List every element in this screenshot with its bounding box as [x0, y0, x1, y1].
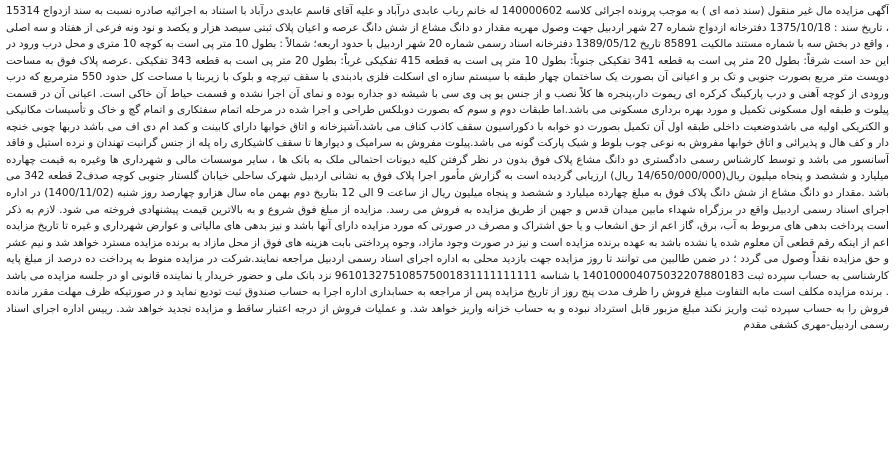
auction-notice	[6, 3, 889, 449]
notice-body-text: آگهی مزایده مال غیر منقول (سند ذمه ای ) به موجب پرونده اجرائی کلاسه 140000602 له خانم رباب عابدی درآباد و علیه آقای قاسم عابدی درآباد با استناد به اجرائیه صادره نسبت به سند ازدواج 15314 ، تاریخ سند : 1375/10/18 دفترخانه ازدواج شماره 27 شهر اردبیل جهت وصول مهریه مقدار دو دانگ مشاع از شش دانگ عرصه و اعیان پلاک ثبتی سیصد هزار و یکصد و نود ونه فرعی از هفتاد و سه اصلی ، واقع در بخش سه با شماره مستند مالکیت 85891 تاریخ 1389/05/12 دفترخانه اسناد رسمی شماره 20 شهر اردبیل با حدود اربعه؛ شمالاً : بطول 10 متر پی است به کوچه 10 متری و محل درب ورود در این حد است شرقاً: بطول 20 متر پی است به قطعه 341 تفکیکی جنوباً: بطول 10 متر پی است به قطعه 415 تفکیکی غرباً: بطول 20 متر پی است به قطعه 343 تفکیکی .عرصه پلاک فوق به مساحت دویست متر مربع بصورت جنوبی و تک بر و اعیانی آن بصورت یک ساختمان چهار طبقه با سیستم سازه ای اسکلت فلزی بادبندی با سقف تیرچه و بلوک با زیربنا با مساحت کل حدود 550 مترمربع که درب ورودی از کوچه آهنی و درب پارکینگ کرکره ای ریموت دار،پنجره ها کلاً نصب و از جنس یو پی وی سی با شیشه دو جداره بوده و نمای آن اجرا نشده و قسمت حیاط آن خاکی است. اعیانی آن در قسمت پیلوت و طبقه اول مسکونی تکمیل و مورد بهره برداری مسکونی می باشد.اما طبقات دوم و سوم که بصورت دوبلکس طراحی و اجرا شده در مرحله اتمام سفتکاری و اتمام گچ و خاک و تأسیسات مکانیکی و الکتریکی اولیه می باشدوضعیت داخلی طبقه اول آن تکمیل بصورت دو خوابه با دکوراسیون سقف کاذب کناف می باشد،آشپزخانه و اتاق خوابها دارای کابینت و کمد ام دی اف می باشد دربها چوبی خنچه دار و کف هال و پذیرائی و اتاق خوابها مفروش به نوعی چوب بلوط و شیک پارکت گونه می باشد.پیلوت مفروش به سرامیک و دیوارها تا سقف کاشیکاری راه پله از جنس گرانیت تهندان و نرده استیل و فاقد آسانسور می باشد و توسط کارشناس رسمی دادگستری دو دانگ مشاع پلاک فوق بدون در نظر گرفتن کلیه دیونات احتمالی ملک به بانک ها ، سایر موسسات مالی و شهرداری ها وغیره به قیمت چهارده میلیارد و ششصد و پنجاه میلیون ریال(14/650/000/000 ریال) ارزیابی گردیده است به گزارش مأمور اجرا پلاک فوق به نشانی اردبیل شهرک ساحلی خیابان گلستار جنوبی کوچه صدف2 قطعه 342 می باشد .مقدار دو دانگ مشاع از شش دانگ پلاک فوق به مبلغ چهارده میلیارد و ششصد و پنجاه میلیون ریال از ساعت 9 الی 12 بتاریخ دوم بهمن ماه سال هزارو چهارصد روز شنبه (1400/11/02) در اداره اجرای اسناد رسمی اردبیل واقع در برزگراه شهداء مابین میدان قدس و جهین از طریق مزایده به فروش می رسد. مزایده از مبلغ فوق شروع و به بالاترین قیمت پیشنهادی فروخته می شود. لازم به ذکر است پرداخت بدهی های مربوط به آب، برق، گاز اعم از حق انشعاب و یا حق اشتراک و مصرف در صورتی که مورد مزایده دارای آنها باشد و نیز بدهی های مالیاتی و عوارض شهرداری و غیره تا تاریخ مزایده اعم از اینکه رقم قطعی آن معلوم شده یا نشده باشد به عهده برنده مزایده است و نیز در صورت وجود مازاد، وجوه پرداختی بابت هزینه های فوق از محل مازاد به برنده مزایده مسترد خواهد شد و نیم عشر و حق مزایده نقداً وصول می گردد ؛ در ضمن طالبین می توانند تا روز مزایده جهت بازدید محلی به اداره اجرای اسناد رسمی اردبیل مراجعه نمایند.شرکت در مزایده منوط به پرداخت ده درصد از مبلغ پایه کارشناسی به حساب سپرده ثبت 140100004075032207880183 با شناسه 961013275108575001831111111111 نزد بانک ملی و حضور خریدار یا نماینده قانونی او در جلسه مزایده می باشد . برنده مزایده مکلف است مابه التفاوت مبلغ فروش را ظرف مدت پنج روز از تاریخ مزایده پس از مراجعه به حسابداری اداره اجرا به حساب صندوق ثبت تودیع نماید و در صورتیکه ظرف مهلت مقرر مانده فروش را به حساب سپرده ثبت واریز نکند مبلغ مزبور قابل استرداد نبوده و به حساب خزانه واریز خواهد شد. و عملیات فروش از درجه اعتبار ساقط و مزایده تجدید خواهد شد. رییس اداره اجرای اسناد رسمی اردبیل-مهری کشفی مقدم	[6, 5, 889, 332]
